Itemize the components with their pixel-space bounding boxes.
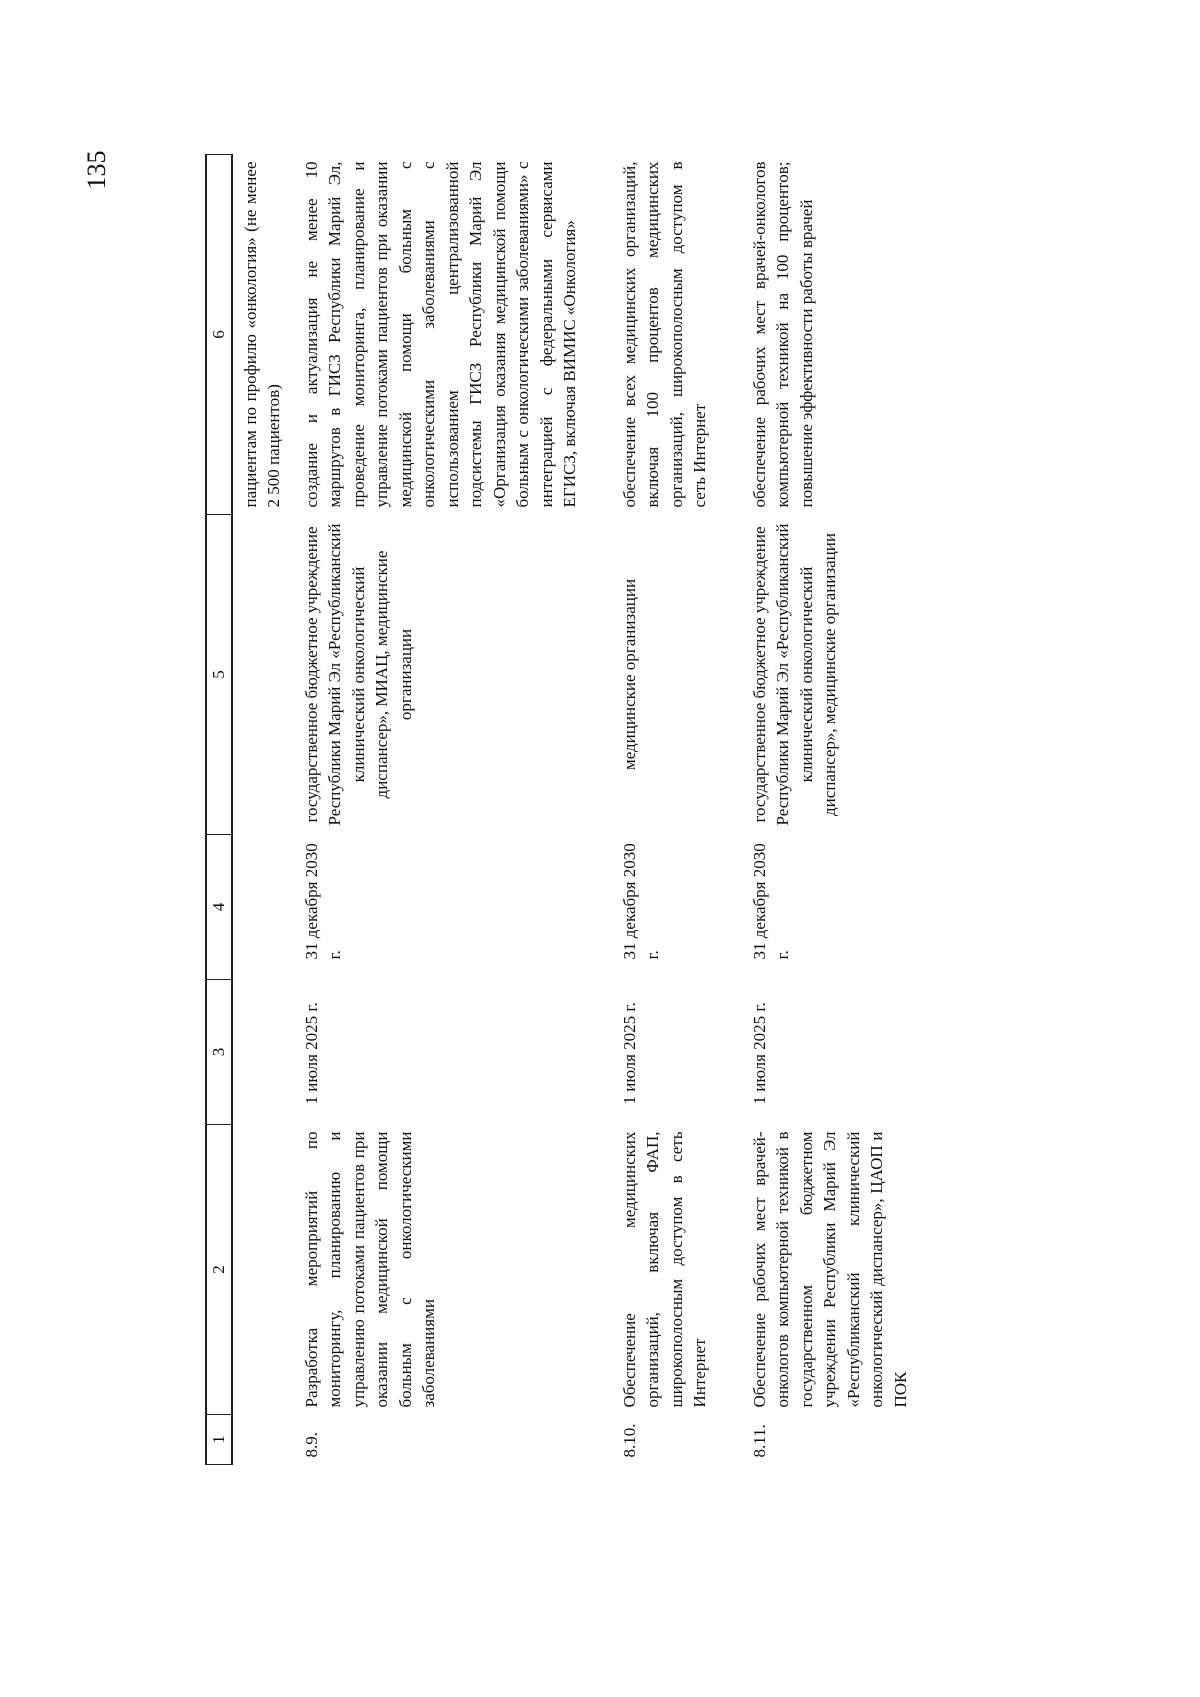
row-end-date: 31 декабря 2030 г. xyxy=(619,843,662,960)
table-row xyxy=(618,155,748,1465)
row-start-date: 1 июля 2025 г. xyxy=(301,1002,321,1105)
row-start-date: 1 июля 2025 г. xyxy=(749,1002,769,1105)
header-col-2: 2 xyxy=(206,1125,232,1415)
table-row xyxy=(748,155,949,1465)
row-end-date: 31 декабря 2030 г. xyxy=(301,843,344,960)
header-col-1: 1 xyxy=(206,1415,232,1465)
rotated-table-wrapper xyxy=(205,155,935,1465)
row-number: 8.9. xyxy=(301,1432,321,1458)
row-executors: государственное бюджетное учреждение Республики Марий Эл «Республиканский клинический онкологический диспансер», медицинские организации xyxy=(749,523,839,826)
row-start-date: 1 июля 2025 г. xyxy=(619,1002,639,1105)
page-number: 135 xyxy=(82,150,111,190)
row-end-date: 31 декабря 2030 г. xyxy=(749,843,792,960)
row-executors: государственное бюджетное учреждение Республики Марий Эл «Республиканский клинический онкологический диспансер», МИАЦ, медицинские организации xyxy=(301,523,415,826)
row-number: 8.11. xyxy=(749,1424,769,1458)
row-activity: Обеспечение медицинских организаций, включая ФАП, широкополосным доступом в сеть Интернет xyxy=(619,1131,709,1408)
activities-table xyxy=(205,154,948,1465)
header-col-6: 6 xyxy=(206,155,232,515)
row-result: обеспечение всех медицинских организаций, включая 100 процентов медицинских организаций, широкополосным доступом в сеть Интернет xyxy=(619,161,709,508)
row-result: создание и актуализация не менее 10 маршрутов в ГИСЗ Республики Марий Эл, проведение мониторинга, планирование и управление потоками пациентов при оказании медицинской помощи больным с онкологическими заболеваниями с использованием централизованной подсистемы ГИСЗ Республики Марий Эл «Организация оказания медицинской помощи больным с онкологическими заболеваниями» с интеграцией с федеральными сервисами ЕГИСЗ, включая ВИМИС «Онкология» xyxy=(301,161,579,508)
row-result: обеспечение рабочих мест врачей-онкологов компьютерной техникой на 100 процентов; повышение эффективности работы врачей xyxy=(749,161,816,508)
header-row xyxy=(206,155,232,1465)
table-row xyxy=(300,155,618,1465)
continuation-row xyxy=(232,155,300,1465)
row-number: 8.10. xyxy=(619,1423,639,1458)
continuation-result: пациентам по профилю «онкология» (не менее 2 500 пациентов) xyxy=(240,161,283,508)
row-executors: медицинские организации xyxy=(619,578,639,771)
header-col-5: 5 xyxy=(206,515,232,835)
header-col-3: 3 xyxy=(206,980,232,1125)
row-activity: Разработка мероприятий по мониторингу, планированию и управлению потоками пациентов при оказании медицинской помощи больным с онкологическими заболеваниями xyxy=(301,1131,438,1408)
header-col-4: 4 xyxy=(206,835,232,980)
row-activity: Обеспечение рабочих мест врачей-онкологов компьютерной техникой в государственном бюджетном учреждении Республики Марий Эл «Республиканский клинический онкологический диспансер», ЦАОП и ПОК xyxy=(749,1131,910,1408)
